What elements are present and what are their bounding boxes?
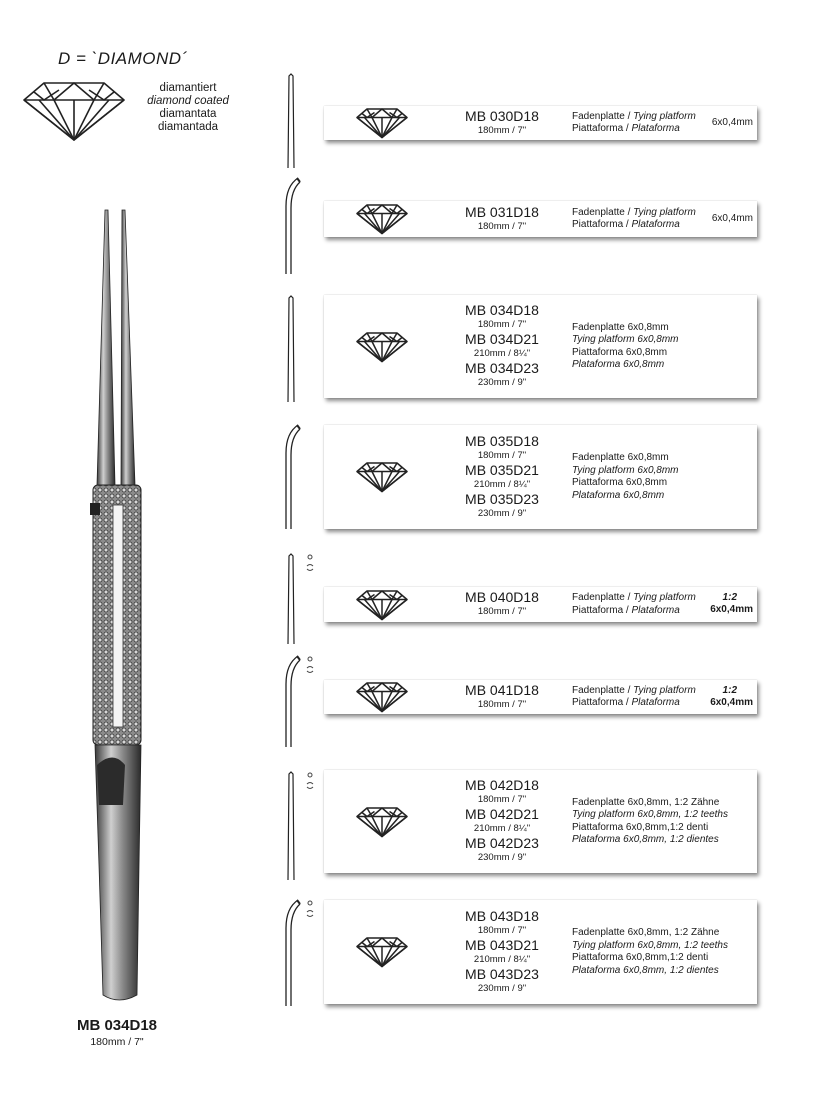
spec-line: Fadenplatte 6x0,8mm, 1:2 Zähne <box>572 796 720 808</box>
diamond-icon <box>356 331 408 368</box>
product-code: MB 043D21 <box>465 936 539 953</box>
product-code: MB 040D18 <box>465 589 539 605</box>
teeth-ratio: 1:2 <box>722 684 737 696</box>
product-code: MB 034D23 <box>465 360 539 376</box>
product-size: 230mm / 9" <box>477 852 527 863</box>
forceps-tip-illustration <box>280 552 316 651</box>
featured-code: MB 034D18 <box>76 1017 158 1034</box>
product-size: 230mm / 9" <box>477 507 527 519</box>
forceps-tip-illustration <box>280 898 316 1013</box>
spec-line: Piattaforma / Plataforma <box>572 604 680 616</box>
spec-line: Plataforma 6x0,8mm, 1:2 dientes <box>572 834 719 845</box>
spec-line: Fadenplatte / Tying platform <box>572 206 696 218</box>
product-size: 230mm / 9" <box>477 982 527 994</box>
product-size: 180mm / 7" <box>477 319 527 330</box>
product-code: MB 043D18 <box>465 907 539 924</box>
platform-dimension: 6x0,4mm <box>711 213 753 224</box>
diamond-icon <box>22 80 126 147</box>
forceps-illustration <box>85 205 155 1010</box>
spec-line: Piattaforma 6x0,8mm <box>572 477 668 488</box>
product-code: MB 030D18 <box>465 107 539 124</box>
product-specs <box>572 111 696 136</box>
product-row <box>324 425 757 529</box>
product-code: MB 035D21 <box>465 461 539 478</box>
product-specs <box>572 797 728 847</box>
platform-dimension: 6x0,4mm <box>711 117 753 128</box>
product-size: 210mm / 8¼" <box>473 478 531 490</box>
product-row <box>324 106 757 140</box>
product-codes <box>442 434 562 521</box>
product-size: 180mm / 7" <box>477 220 527 232</box>
diamond-icon <box>356 589 408 626</box>
product-row <box>324 770 757 873</box>
product-code: MB 042D18 <box>465 777 539 793</box>
product-code: MB 042D21 <box>465 806 539 822</box>
product-code: MB 034D21 <box>465 331 539 347</box>
product-specs <box>572 322 679 372</box>
forceps-tip-illustration <box>280 72 316 175</box>
spec-line: Piattaforma / Plataforma <box>572 123 680 134</box>
forceps-tip-illustration <box>280 176 316 281</box>
diamond-icon <box>356 936 408 973</box>
spec-line: Plataforma 6x0,8mm <box>572 489 665 501</box>
product-row <box>324 201 757 237</box>
spec-line: Fadenplatte / Tying platform <box>572 592 696 603</box>
product-size: 230mm / 9" <box>477 377 527 388</box>
platform-dimension: 6x0,4mm <box>710 604 753 615</box>
spec-line: Piattaforma 6x0,8mm,1:2 denti <box>572 952 709 963</box>
forceps-tip-illustration <box>280 294 316 409</box>
featured-size: 180mm / 7" <box>90 1036 144 1048</box>
product-code: MB 034D18 <box>465 302 539 318</box>
product-size: 180mm / 7" <box>477 794 527 805</box>
product-codes <box>442 109 562 138</box>
product-codes <box>442 778 562 865</box>
forceps-tip-illustration <box>280 423 316 536</box>
product-codes <box>442 303 562 390</box>
product-size: 210mm / 8¼" <box>473 953 531 965</box>
product-size: 180mm / 7" <box>477 124 527 136</box>
spec-line: Tying platform 6x0,8mm <box>572 464 679 476</box>
product-row <box>324 680 757 714</box>
spec-line: Tying platform 6x0,8mm, 1:2 teeths <box>572 939 728 951</box>
forceps-tip-illustration <box>280 654 316 754</box>
product-code: MB 043D23 <box>465 965 539 982</box>
product-size: 180mm / 7" <box>477 924 527 936</box>
spec-line: Fadenplatte 6x0,8mm <box>572 452 669 463</box>
product-code: MB 031D18 <box>465 203 539 220</box>
product-specs <box>572 207 696 232</box>
product-specs <box>572 685 696 710</box>
diamond-icon <box>356 203 408 240</box>
legend-title: D = `DIAMOND´ <box>58 49 188 68</box>
product-size: 180mm / 7" <box>477 449 527 461</box>
spec-line: Piattaforma / Plataforma <box>572 219 680 230</box>
product-specs <box>572 927 728 977</box>
legend-line-it: diamantata <box>159 108 217 120</box>
spec-line: Plataforma 6x0,8mm, 1:2 dientes <box>572 964 719 976</box>
diamond-icon <box>356 107 408 144</box>
legend-line-es: diamantada <box>157 121 219 133</box>
spec-line: Piattaforma / Plataforma <box>572 697 680 708</box>
product-codes <box>442 590 562 619</box>
diamond-icon <box>356 806 408 843</box>
product-codes <box>442 205 562 234</box>
forceps-tip-illustration <box>280 770 316 887</box>
spec-line: Tying platform 6x0,8mm, 1:2 teeths <box>572 809 728 820</box>
product-size: 180mm / 7" <box>477 606 527 617</box>
spec-line: Fadenplatte / Tying platform <box>572 110 696 122</box>
spec-line: Fadenplatte / Tying platform <box>572 684 696 696</box>
diamond-icon <box>356 461 408 498</box>
product-codes <box>442 909 562 996</box>
product-code: MB 041D18 <box>465 681 539 698</box>
teeth-ratio: 1:2 <box>722 592 737 603</box>
product-row <box>324 587 757 622</box>
product-specs <box>572 592 696 617</box>
product-size: 210mm / 8¼" <box>473 348 531 359</box>
product-codes <box>442 683 562 712</box>
spec-line: Piattaforma 6x0,8mm <box>572 346 668 358</box>
legend-line-de: diamantiert <box>159 82 217 94</box>
product-code: MB 035D18 <box>465 432 539 449</box>
legend-line-en: diamond coated <box>147 95 229 107</box>
spec-line: Fadenplatte 6x0,8mm <box>572 321 669 333</box>
platform-dimension: 6x0,4mm <box>710 696 753 708</box>
spec-line: Plataforma 6x0,8mm <box>572 359 665 370</box>
spec-line: Tying platform 6x0,8mm <box>572 334 679 345</box>
diamond-icon <box>356 681 408 718</box>
product-row <box>324 295 757 398</box>
spec-line: Piattaforma 6x0,8mm,1:2 denti <box>572 821 709 833</box>
product-size: 180mm / 7" <box>477 698 527 710</box>
product-code: MB 042D23 <box>465 835 539 851</box>
product-specs <box>572 452 679 502</box>
product-size: 210mm / 8¼" <box>473 823 531 834</box>
product-code: MB 035D23 <box>465 490 539 507</box>
spec-line: Fadenplatte 6x0,8mm, 1:2 Zähne <box>572 927 720 938</box>
product-row <box>324 900 757 1004</box>
